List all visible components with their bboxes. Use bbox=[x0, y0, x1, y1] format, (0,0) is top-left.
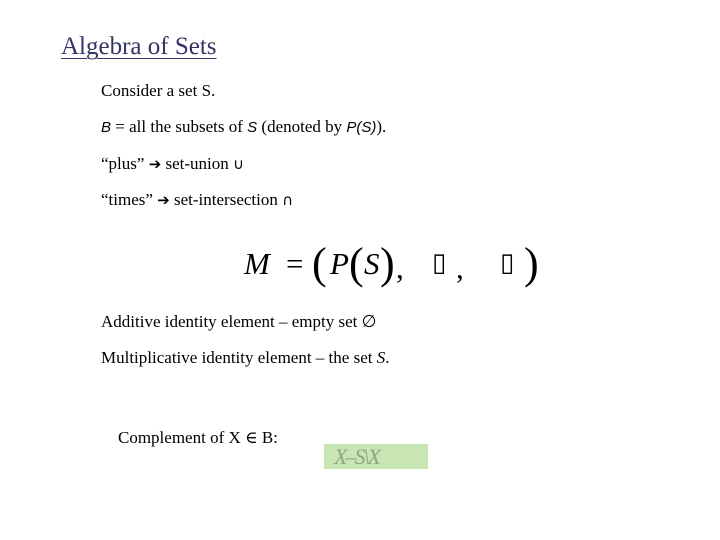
line-plus bbox=[101, 154, 244, 174]
subsets-text: = all the subsets of bbox=[111, 117, 248, 136]
arrow-icon: ➔ bbox=[157, 191, 170, 209]
union-text: set-union bbox=[161, 154, 234, 173]
union-symbol: ∪ bbox=[233, 155, 245, 173]
mult-set-s: S bbox=[376, 348, 386, 367]
line-additive-identity bbox=[101, 312, 376, 332]
slide-title: Algebra of Sets bbox=[61, 33, 217, 60]
eq-lparen: ( bbox=[312, 239, 327, 288]
eq-m: M bbox=[244, 246, 270, 281]
complement-formula: X–S\X bbox=[334, 444, 379, 469]
complement-formula-image bbox=[324, 444, 428, 469]
line-subsets bbox=[101, 117, 386, 137]
mult-end: . bbox=[385, 348, 390, 367]
set-b: B bbox=[101, 119, 112, 136]
eq-equals: = bbox=[286, 246, 304, 281]
eq-comma2: , bbox=[456, 250, 464, 285]
line-multiplicative-identity bbox=[101, 348, 389, 368]
line-times bbox=[101, 190, 293, 210]
set-s: S bbox=[247, 119, 258, 136]
complement-label: Complement of X ∈ B: bbox=[118, 428, 278, 447]
eq-s: S bbox=[364, 246, 380, 281]
plus-text: “plus” bbox=[101, 154, 149, 173]
times-text: “times” bbox=[101, 190, 158, 209]
consider-text: Consider a set S. bbox=[101, 81, 216, 100]
eq-lparen2: ( bbox=[349, 239, 364, 288]
eq-comma1: , bbox=[396, 250, 404, 285]
eq-p: P bbox=[330, 246, 349, 281]
eq-rparen: ) bbox=[524, 239, 539, 288]
power-set: P(S) bbox=[346, 119, 377, 136]
line-consider-set bbox=[101, 81, 215, 101]
eq-box2: ▯ bbox=[500, 248, 515, 278]
intersection-text: set-intersection bbox=[169, 190, 283, 209]
additive-text: Additive identity element – empty set ∅ bbox=[101, 312, 377, 331]
intersection-symbol: ∩ bbox=[282, 191, 294, 209]
eq-rparen2: ) bbox=[380, 239, 395, 288]
eq-box1: ▯ bbox=[432, 248, 447, 278]
close-text: ). bbox=[376, 117, 387, 136]
arrow-icon: ➔ bbox=[148, 155, 162, 173]
mult-text: Multiplicative identity element – the set bbox=[101, 348, 377, 367]
denoted-text: (denoted by bbox=[257, 117, 347, 136]
